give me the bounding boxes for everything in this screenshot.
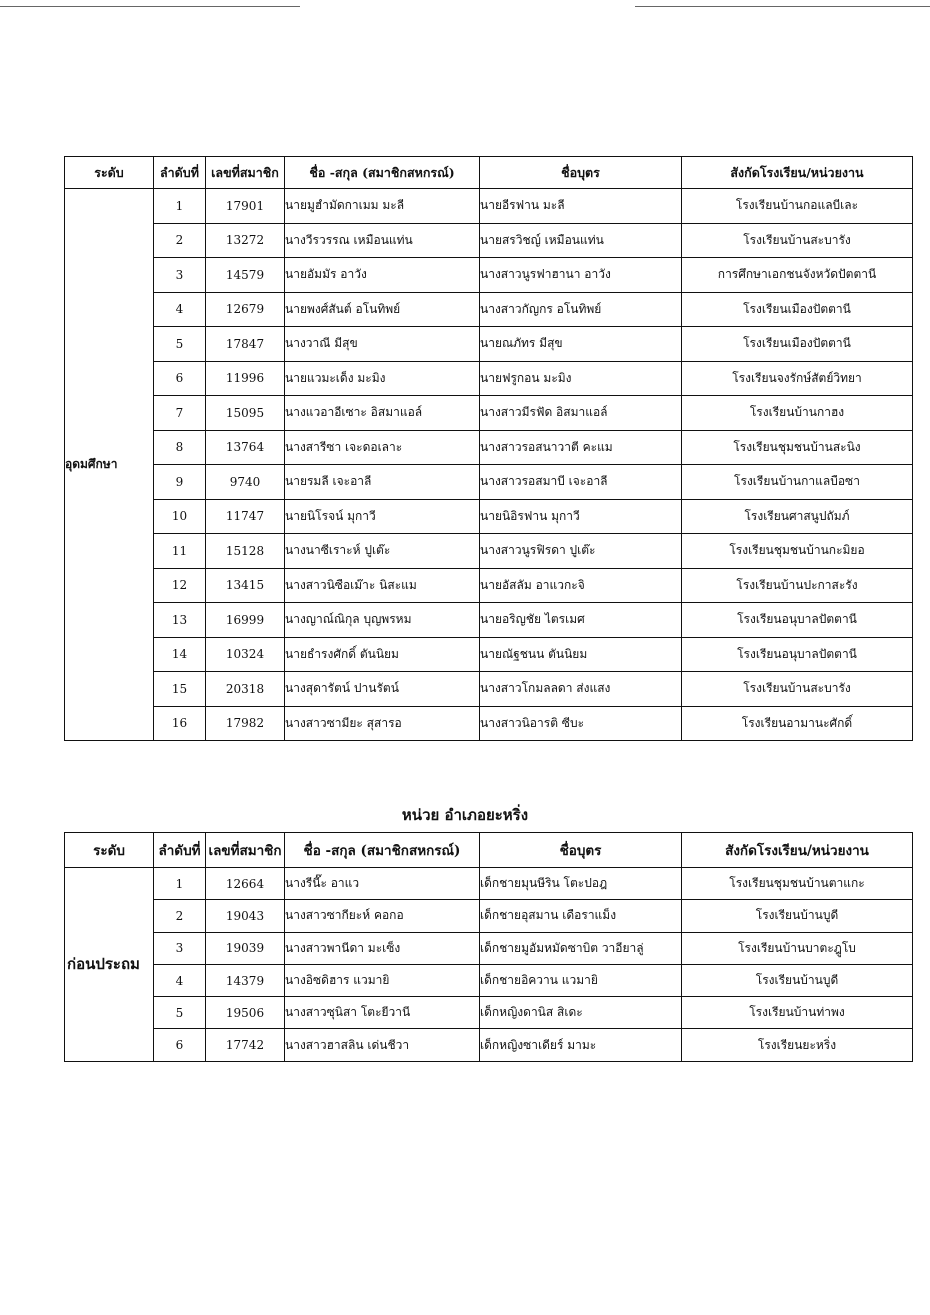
order-cell: 5 — [154, 997, 206, 1029]
member-name-cell: นายแวมะเด็ง มะมิง — [285, 361, 480, 396]
school-cell: โรงเรียนศาสนูปถัมภ์ — [682, 499, 913, 534]
child-name-cell: นายณภัทร มีสุข — [480, 327, 682, 362]
school-cell: โรงเรียนบ้านกาแลบือซา — [682, 465, 913, 500]
member-no-cell: 9740 — [206, 465, 285, 500]
child-name-cell: นายณัฐชนน ตันนิยม — [480, 637, 682, 672]
member-name-cell: นางสาวฮาสลิน เด่นชีวา — [285, 1029, 480, 1061]
school-cell: โรงเรียนบ้านสะบารัง — [682, 223, 913, 258]
section-title: หน่วย อำเภอยะหริ่ง — [401, 806, 529, 824]
order-cell: 16 — [154, 706, 206, 741]
member-no-cell: 19043 — [206, 900, 285, 932]
table-row — [65, 997, 913, 1029]
member-no-cell: 14379 — [206, 964, 285, 996]
child-name-cell: เด็กหญิงซาเดียร์ มามะ — [480, 1029, 682, 1061]
child-name-cell: เด็กชายอิควาน แวมายิ — [480, 964, 682, 996]
member-name-cell: นางสาวซุนิสา โตะยีวานี — [285, 997, 480, 1029]
order-cell: 11 — [154, 534, 206, 569]
child-name-cell: เด็กชายมูอัมหมัดซาบิต วาอียาลู่ — [480, 932, 682, 964]
child-name-cell: นายอริญชัย ไตรเมศ — [480, 603, 682, 638]
member-name-cell: นางอิซดิฮาร แวมายิ — [285, 964, 480, 996]
header-school: สังกัดโรงเรียน/หน่วยงาน — [682, 833, 913, 868]
member-no-cell: 19506 — [206, 997, 285, 1029]
order-cell: 15 — [154, 672, 206, 707]
member-name-cell: นางสารีซา เจะดอเลาะ — [285, 430, 480, 465]
member-name-cell: นางสาวซามียะ สุสารอ — [285, 706, 480, 741]
school-cell: โรงเรียนยะหริ่ง — [682, 1029, 913, 1061]
child-name-cell: นางสาวรอสมาบี เจะอาลี — [480, 465, 682, 500]
table-row — [65, 534, 913, 569]
member-no-cell: 17847 — [206, 327, 285, 362]
member-no-cell: 15128 — [206, 534, 285, 569]
order-cell: 9 — [154, 465, 206, 500]
child-name-cell: นางสาวโกมลลดา ส่งแสง — [480, 672, 682, 707]
order-cell: 1 — [154, 868, 206, 900]
header-child-name: ชื่อบุตร — [480, 157, 682, 189]
member-no-cell: 11747 — [206, 499, 285, 534]
order-cell: 6 — [154, 361, 206, 396]
header-level: ระดับ — [65, 833, 154, 868]
child-name-cell: นางสาวกัญกร อโนทิพย์ — [480, 292, 682, 327]
scan-top-line-left — [0, 6, 300, 7]
school-cell: โรงเรียนจงรักษ์สัตย์วิทยา — [682, 361, 913, 396]
child-name-cell: นายสรวิชญ์ เหมือนแท่น — [480, 223, 682, 258]
table-row — [65, 361, 913, 396]
order-cell: 12 — [154, 568, 206, 603]
school-cell: โรงเรียนอนุบาลปัตตานี — [682, 603, 913, 638]
member-name-cell: นางวาณี มีสุข — [285, 327, 480, 362]
order-cell: 1 — [154, 189, 206, 224]
order-cell: 2 — [154, 900, 206, 932]
member-name-cell: นายมูฮำมัดกาเมม มะลี — [285, 189, 480, 224]
school-cell: โรงเรียนอามานะศักดิ์ — [682, 706, 913, 741]
member-name-cell: นายธำรงศักดิ์ ตันนิยม — [285, 637, 480, 672]
table-row — [65, 637, 913, 672]
header-order: ลำดับที่ — [154, 833, 206, 868]
order-cell: 5 — [154, 327, 206, 362]
table-row — [65, 223, 913, 258]
member-no-cell: 13764 — [206, 430, 285, 465]
table-row — [65, 499, 913, 534]
school-cell: โรงเรียนบ้านบูดี — [682, 900, 913, 932]
header-member-name: ชื่อ -สกุล (สมาชิกสหกรณ์) — [285, 833, 480, 868]
school-cell: โรงเรียนบ้านบูดี — [682, 964, 913, 996]
order-cell: 4 — [154, 964, 206, 996]
table-row — [65, 964, 913, 996]
child-name-cell: นางสาวนูรฟิรดา ปูเต๊ะ — [480, 534, 682, 569]
member-no-cell: 10324 — [206, 637, 285, 672]
school-cell: โรงเรียนชุมชนบ้านตาแกะ — [682, 868, 913, 900]
table-row — [65, 932, 913, 964]
member-no-cell: 13272 — [206, 223, 285, 258]
child-name-cell: นางสาวมีรฟัด อิสมาแอล์ — [480, 396, 682, 431]
member-no-cell: 17742 — [206, 1029, 285, 1061]
child-name-cell: นายฟรูกอน มะมิง — [480, 361, 682, 396]
table-row — [65, 603, 913, 638]
member-no-cell: 19039 — [206, 932, 285, 964]
school-cell: โรงเรียนบ้านท่าพง — [682, 997, 913, 1029]
school-cell: โรงเรียนอนุบาลปัตตานี — [682, 637, 913, 672]
table-row — [65, 465, 913, 500]
school-cell: การศึกษาเอกชนจังหวัดปัตตานี — [682, 258, 913, 293]
table-row — [65, 672, 913, 707]
school-cell: โรงเรียนเมืองปัตตานี — [682, 292, 913, 327]
order-cell: 8 — [154, 430, 206, 465]
table-header-row — [65, 157, 913, 189]
member-no-cell: 17982 — [206, 706, 285, 741]
member-no-cell: 17901 — [206, 189, 285, 224]
level-cell: ก่อนประถม — [65, 868, 154, 1062]
member-name-cell: นายนิโรจน์ มุกาวี — [285, 499, 480, 534]
table-row — [65, 189, 913, 224]
table-row — [65, 292, 913, 327]
school-cell: โรงเรียนบ้านบาตะฎูโบ — [682, 932, 913, 964]
member-name-cell: นางสาวพานีดา มะเซ็ง — [285, 932, 480, 964]
order-cell: 2 — [154, 223, 206, 258]
school-cell: โรงเรียนบ้านสะบารัง — [682, 672, 913, 707]
member-no-cell: 14579 — [206, 258, 285, 293]
header-level: ระดับ — [65, 157, 154, 189]
member-name-cell: นางสาวซากียะห์ คอกอ — [285, 900, 480, 932]
child-name-cell: นายนิอิรฟาน มุกาวี — [480, 499, 682, 534]
header-member-name: ชื่อ -สกุล (สมาชิกสหกรณ์) — [285, 157, 480, 189]
header-member-no: เลขที่สมาชิก — [206, 157, 285, 189]
table-row — [65, 706, 913, 741]
header-school: สังกัดโรงเรียน/หน่วยงาน — [682, 157, 913, 189]
table-row — [65, 258, 913, 293]
order-cell: 3 — [154, 932, 206, 964]
order-cell: 4 — [154, 292, 206, 327]
child-name-cell: นางสาวนิอารติ ซีบะ — [480, 706, 682, 741]
child-name-cell: นางสาวรอสนาวาตี คะแม — [480, 430, 682, 465]
scan-top-line-right — [635, 6, 930, 7]
table-udomsueksa — [64, 156, 913, 741]
member-no-cell: 11996 — [206, 361, 285, 396]
level-cell: อุดมศึกษา — [65, 189, 154, 741]
member-name-cell: นางสุดารัตน์ ปานรัตน์ — [285, 672, 480, 707]
table-row — [65, 430, 913, 465]
table-header-row — [65, 833, 913, 868]
order-cell: 6 — [154, 1029, 206, 1061]
school-cell: โรงเรียนเมืองปัตตานี — [682, 327, 913, 362]
school-cell: โรงเรียนชุมชนบ้านสะนิง — [682, 430, 913, 465]
table-row — [65, 396, 913, 431]
member-name-cell: นางวีรวรรณ เหมือนแท่น — [285, 223, 480, 258]
child-name-cell: เด็กชายอุสมาน เดือราแม็ง — [480, 900, 682, 932]
header-member-no: เลขที่สมาชิก — [206, 833, 285, 868]
school-cell: โรงเรียนบ้านปะกาสะรัง — [682, 568, 913, 603]
child-name-cell: เด็กหญิงดานิส สิเดะ — [480, 997, 682, 1029]
table-kon-prathom — [64, 832, 913, 1062]
member-name-cell: นายพงศ์สันต์ อโนทิพย์ — [285, 292, 480, 327]
member-name-cell: นายรมลี เจะอาลี — [285, 465, 480, 500]
child-name-cell: เด็กชายมุนษีริน โตะปอฎ — [480, 868, 682, 900]
school-cell: โรงเรียนบ้านกาฮง — [682, 396, 913, 431]
member-name-cell: นางรีนี๊ะ อาแว — [285, 868, 480, 900]
order-cell: 3 — [154, 258, 206, 293]
order-cell: 13 — [154, 603, 206, 638]
order-cell: 7 — [154, 396, 206, 431]
header-order: ลำดับที่ — [154, 157, 206, 189]
order-cell: 14 — [154, 637, 206, 672]
child-name-cell: นายอัสลัม อาแวกะจิ — [480, 568, 682, 603]
table-row — [65, 900, 913, 932]
child-name-cell: นายอีรฟาน มะลี — [480, 189, 682, 224]
member-no-cell: 13415 — [206, 568, 285, 603]
school-cell: โรงเรียนบ้านกอแลบีเละ — [682, 189, 913, 224]
member-name-cell: นางแวอาอีเซาะ อิสมาแอล์ — [285, 396, 480, 431]
member-no-cell: 16999 — [206, 603, 285, 638]
member-no-cell: 12664 — [206, 868, 285, 900]
member-name-cell: นางญาณ์ณิกุล บุญพรหม — [285, 603, 480, 638]
table-row — [65, 568, 913, 603]
member-no-cell: 15095 — [206, 396, 285, 431]
order-cell: 10 — [154, 499, 206, 534]
member-no-cell: 12679 — [206, 292, 285, 327]
table-row — [65, 868, 913, 900]
table-row — [65, 1029, 913, 1061]
school-cell: โรงเรียนชุมชนบ้านกะมิยอ — [682, 534, 913, 569]
member-name-cell: นางสาวนิซือเม๊าะ นิสะแม — [285, 568, 480, 603]
child-name-cell: นางสาวนูรฟาฮานา อาวัง — [480, 258, 682, 293]
member-no-cell: 20318 — [206, 672, 285, 707]
header-child-name: ชื่อบุตร — [480, 833, 682, 868]
table-row — [65, 327, 913, 362]
member-name-cell: นายอัมมัร อาวัง — [285, 258, 480, 293]
member-name-cell: นางนาซีเราะห์ ปูเต๊ะ — [285, 534, 480, 569]
